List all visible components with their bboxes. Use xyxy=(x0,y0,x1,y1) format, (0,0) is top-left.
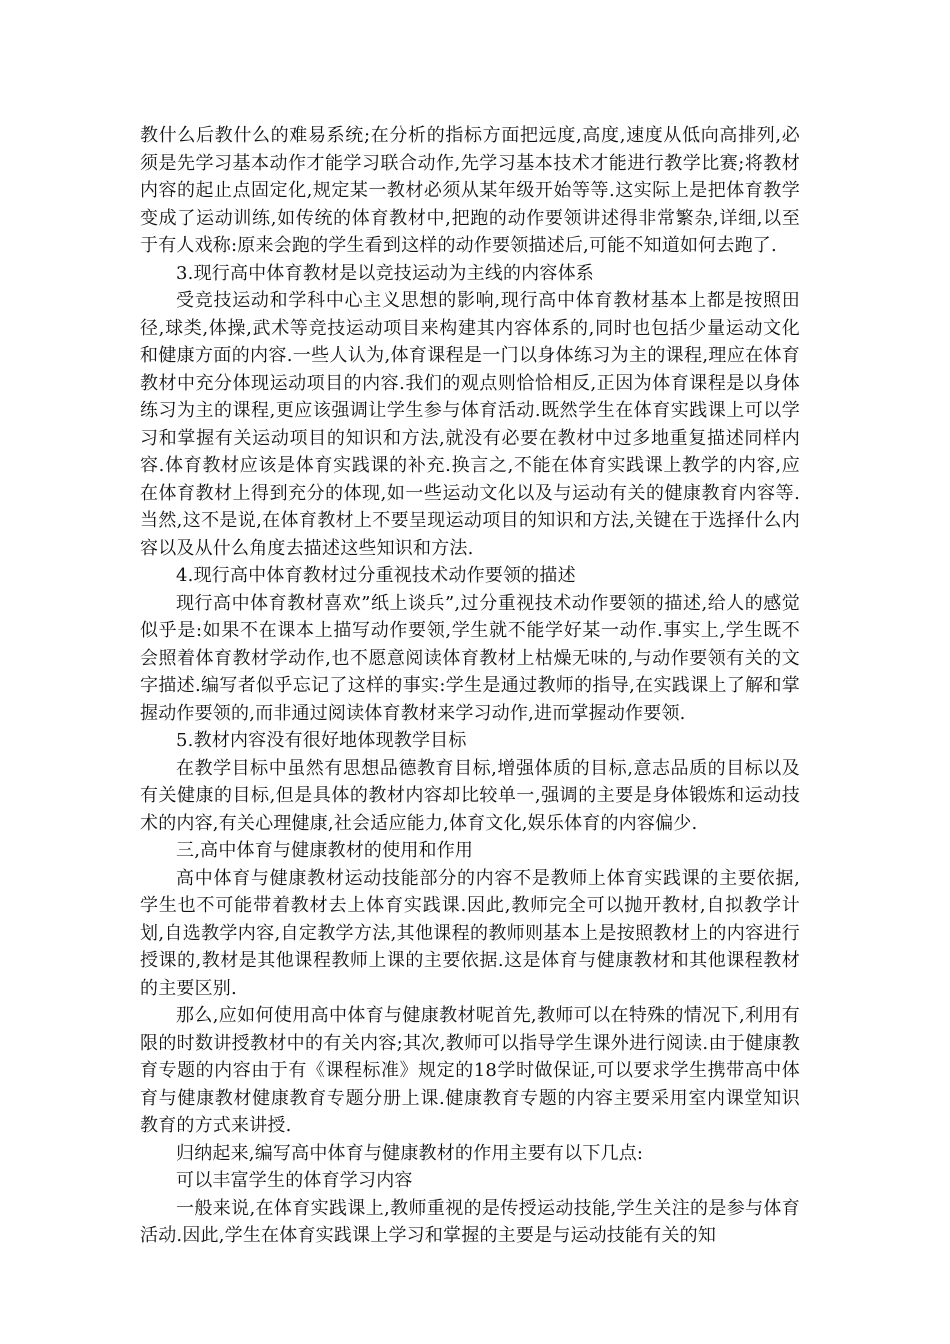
section-heading-5: 5.教材内容没有很好地体现教学目标 xyxy=(176,730,467,751)
paragraph-8: 一般来说,在体育实践课上,教师重视的是传授运动技能,学生关注的是参与体育活动.因此,学生在体育实践课上学习和掌握的主要是与运动技能有关的知 xyxy=(140,1197,800,1246)
paragraph-7: 归纳起来,编写高中体育与健康教材的作用主要有以下几点: xyxy=(176,1142,644,1164)
sub-heading: 可以丰富学生的体育学习内容 xyxy=(176,1170,413,1191)
section-heading-4: 4.现行高中体育教材过分重视技术动作要领的描述 xyxy=(176,565,576,586)
paragraph-4: 在教学目标中虽然有思想品德教育目标,增强体质的目标,意志品质的目标以及有关健康的目标,但是具体的教材内容却比较单一,强调的主要是身体锻炼和运动技术的内容,有关心理健康,社会适应能力,体育文化,娱乐体育的内容偏少. xyxy=(140,757,800,834)
chapter-heading-3: 三,高中体育与健康教材的使用和作用 xyxy=(176,840,474,861)
paragraph-1: 教什么后教什么的难易系统;在分析的指标方面把远度,高度,速度从低向高排列,必须是先学习基本动作才能学习联合动作,先学习基本技术才能进行教学比赛;将教材内容的起止点固定化,规定某一教材必须从某年级开始等等.这实际上是把体育教学变成了运动训练,如传统的体育教材中,把跑的动作要领讲述得非常繁杂,详细,以至于有人戏称:原来会跑的学生看到这样的动作要领描述后,可能不知道如何去跑了. xyxy=(140,125,800,256)
paragraph-6: 那么,应如何使用高中体育与健康教材呢首先,教师可以在特殊的情况下,利用有限的时数讲授教材中的有关内容;其次,教师可以指导学生课外进行阅读.由于健康教育专题的内容由于有《课程标准》规定的18学时做保证,可以要求学生携带高中体育与健康教材健康教育专题分册上课.健康教育专题的内容主要采用室内课堂知识教育的方式来讲授. xyxy=(140,1005,800,1136)
section-heading-3: 3.现行高中体育教材是以竞技运动为主线的内容体系 xyxy=(176,262,594,284)
paragraph-2: 受竞技运动和学科中心主义思想的影响,现行高中体育教材基本上都是按照田径,球类,体操,武术等竞技运动项目来构建其内容体系的,同时也包括少量运动文化和健康方面的内容.一些人认为,体育课程是一门以身体练习为主的课程,理应在体育教材中充分体现运动项目的内容.我们的观点则恰恰相反,正因为体育课程是以身体练习为主的课程,更应该强调让学生参与体育活动.既然学生在体育实践课上可以学习和掌握有关运动项目的知识和方法,就没有必要在教材中过多地重复描述同样内容.体育教材应该是体育实践课的补充.换言之,不能在体育实践课上教学的内容,应在体育教材上得到充分的体现,如一些运动文化以及与运动有关的健康教育内容等.当然,这不是说,在体育教材上不要呈现运动项目的知识和方法,关键在于选择什么内容以及从什么角度去描述这些知识和方法. xyxy=(140,290,800,559)
paragraph-5: 高中体育与健康教材运动技能部分的内容不是教师上体育实践课的主要依据,学生也不可能带着教材去上体育实践课.因此,教师完全可以抛开教材,自拟教学计划,自选教学内容,自定教学方法,其他课程的教师则基本上是按照教材上的内容进行授课的,教材是其他课程教师上课的主要依据.这是体育与健康教材和其他课程教材的主要区别. xyxy=(140,867,800,999)
paragraph-3: 现行高中体育教材喜欢”纸上谈兵”,过分重视技术动作要领的描述,给人的感觉似乎是:如果不在课本上描写动作要领,学生就不能学好某一动作.事实上,学生既不会照着体育教材学动作,也不愿意阅读体育教材上枯燥无味的,与动作要领有关的文字描述.编写者似乎忘记了这样的事实:学生是通过教师的指导,在实践课上了解和掌握动作要领的,而非通过阅读体育教材来学习动作,进而掌握动作要领. xyxy=(140,592,800,724)
